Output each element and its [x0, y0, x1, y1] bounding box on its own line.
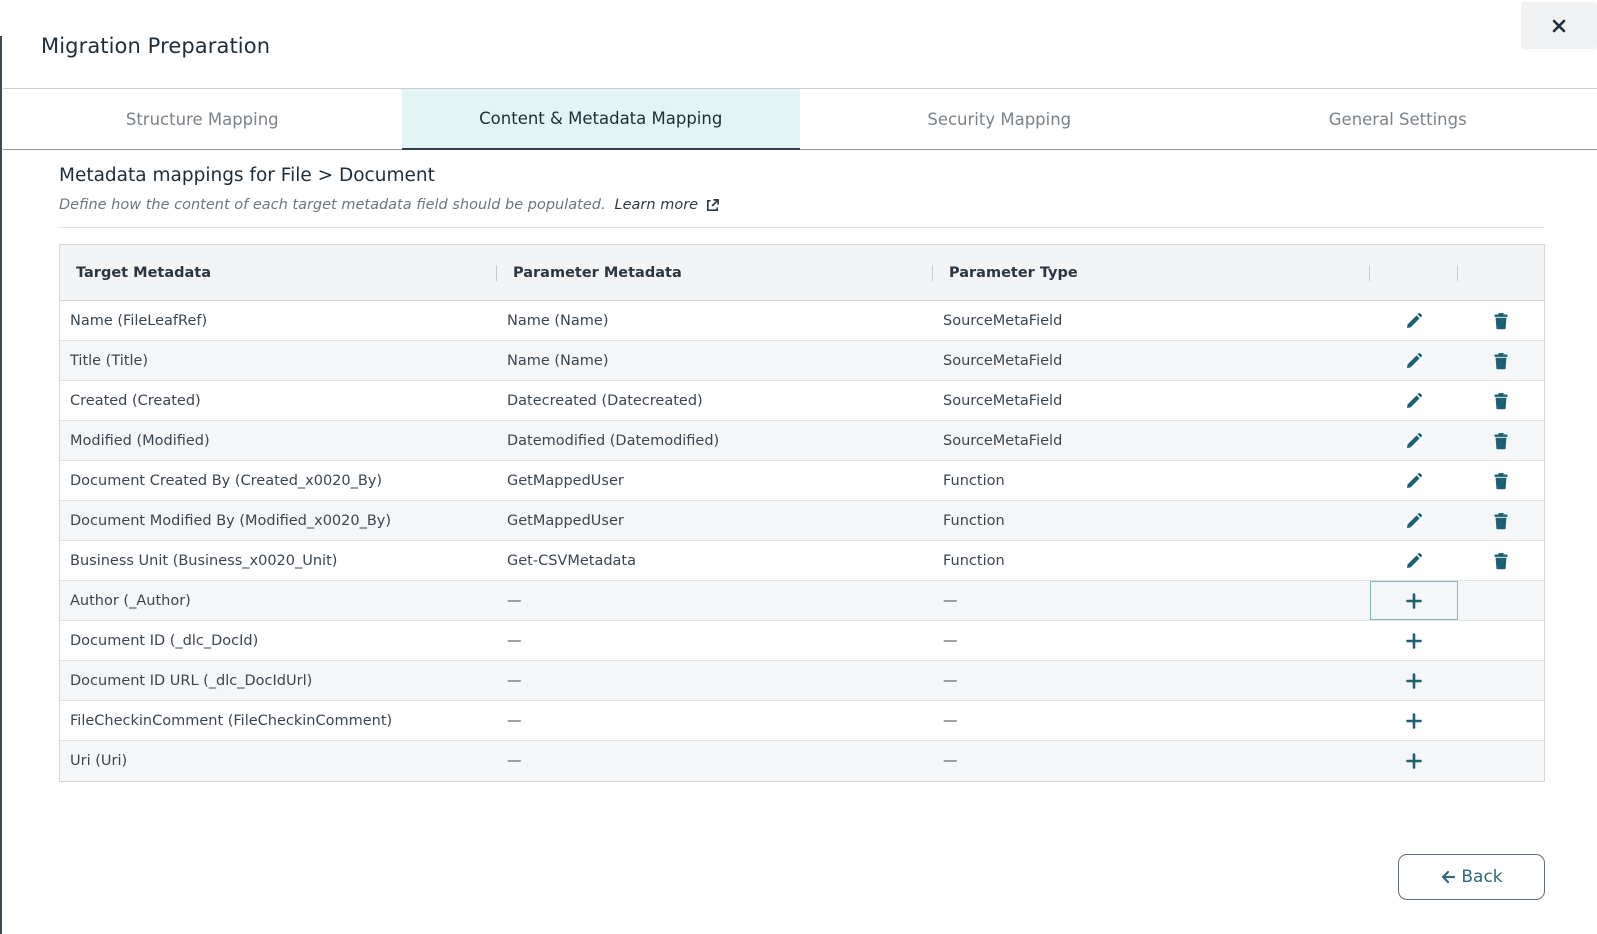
delete-trash-icon[interactable] [1490, 470, 1512, 492]
learn-more-label: Learn more [614, 197, 699, 213]
add-plus-icon[interactable] [1403, 590, 1425, 612]
edit-pencil-icon[interactable] [1403, 430, 1425, 452]
external-link-icon [705, 198, 720, 213]
tab-structure-mapping[interactable]: Structure Mapping [125, 109, 279, 129]
add-plus-icon[interactable] [1403, 710, 1425, 732]
cell-parameter-metadata: GetMappedUser [507, 512, 624, 529]
cell-target-metadata: Title (Title) [70, 352, 149, 369]
cell-action-primary [1370, 501, 1458, 540]
cell-action-primary [1370, 621, 1458, 660]
cell-action-primary [1370, 461, 1458, 500]
table-row [60, 461, 1544, 501]
edit-pencil-icon[interactable] [1403, 550, 1425, 572]
cell-target-metadata: Document ID (_dlc_DocId) [70, 632, 259, 649]
cell-parameter-metadata: Datecreated (Datecreated) [507, 392, 703, 409]
tab-bar [3, 88, 1597, 150]
delete-trash-icon[interactable] [1490, 430, 1512, 452]
edit-pencil-icon[interactable] [1403, 470, 1425, 492]
cell-target-metadata: Uri (Uri) [70, 753, 128, 769]
metadata-mapping-table [59, 244, 1545, 782]
table-row [60, 301, 1544, 341]
cell-target-metadata: Business Unit (Business_x0020_Unit) [70, 552, 338, 569]
cell-target-metadata: Name (FileLeafRef) [70, 312, 208, 329]
cell-action-delete [1458, 421, 1544, 460]
column-header-target-metadata[interactable]: Target Metadata [60, 245, 497, 300]
cell-parameter-type: SourceMetaField [943, 392, 1063, 409]
dialog-title: Migration Preparation [41, 34, 271, 58]
cell-action-delete [1458, 541, 1544, 580]
column-header-parameter-type[interactable]: Parameter Type [933, 245, 1370, 300]
table-row [60, 501, 1544, 541]
table-row [60, 421, 1544, 461]
cell-parameter-type: SourceMetaField [943, 352, 1063, 369]
cell-target-metadata: Created (Created) [70, 392, 201, 409]
table-row [60, 661, 1544, 701]
cell-target-metadata: FileCheckinComment (FileCheckinComment) [70, 712, 393, 729]
cell-action-primary [1370, 541, 1458, 580]
cell-action-primary [1370, 301, 1458, 340]
cell-parameter-type: Function [943, 472, 1005, 489]
cell-action-delete [1458, 701, 1544, 740]
cell-parameter-metadata: Get-CSVMetadata [507, 552, 636, 569]
cell-parameter-metadata: GetMappedUser [507, 472, 624, 489]
cell-parameter-type: Function [943, 512, 1005, 529]
close-button[interactable] [1521, 2, 1597, 49]
edit-pencil-icon[interactable] [1403, 510, 1425, 532]
section-description [59, 197, 720, 213]
cell-parameter-type: — [943, 592, 958, 609]
delete-trash-icon[interactable] [1490, 510, 1512, 532]
cell-action-delete [1458, 381, 1544, 420]
table-row [60, 701, 1544, 741]
table-body [60, 301, 1544, 781]
dialog-left-edge [0, 36, 2, 934]
cell-action-primary [1370, 381, 1458, 420]
cell-parameter-metadata: Datemodified (Datemodified) [507, 432, 720, 449]
cell-parameter-metadata: — [507, 672, 522, 689]
cell-action-primary [1370, 661, 1458, 700]
cell-action-primary [1370, 701, 1458, 740]
table-row [60, 621, 1544, 661]
cell-action-primary [1370, 421, 1458, 460]
cell-parameter-metadata: — [507, 632, 522, 649]
delete-trash-icon[interactable] [1490, 390, 1512, 412]
edit-pencil-icon[interactable] [1403, 350, 1425, 372]
cell-target-metadata: Modified (Modified) [70, 432, 210, 449]
cell-action-delete [1458, 461, 1544, 500]
cell-action-delete [1458, 741, 1544, 781]
cell-parameter-type: — [943, 632, 958, 649]
table-row [60, 381, 1544, 421]
cell-parameter-type: — [943, 753, 958, 769]
column-header-delete [1458, 245, 1544, 300]
cell-action-primary [1370, 581, 1458, 620]
section-divider [59, 227, 1544, 228]
back-button-label: Back [1461, 867, 1503, 887]
delete-trash-icon[interactable] [1490, 310, 1512, 332]
table-row [60, 341, 1544, 381]
cell-parameter-type: — [943, 712, 958, 729]
cell-action-delete [1458, 501, 1544, 540]
cell-parameter-metadata: Name (Name) [507, 352, 609, 369]
table-row [60, 741, 1544, 781]
cell-parameter-type: SourceMetaField [943, 432, 1063, 449]
tab-content-metadata-mapping[interactable]: Content & Metadata Mapping [402, 89, 801, 150]
cell-action-delete [1458, 581, 1544, 620]
cell-action-delete [1458, 621, 1544, 660]
cell-target-metadata: Document Modified By (Modified_x0020_By) [70, 512, 392, 529]
tab-security-mapping[interactable]: Security Mapping [927, 109, 1072, 129]
cell-parameter-type: — [943, 672, 958, 689]
table-header [60, 245, 1544, 301]
add-plus-icon[interactable] [1403, 750, 1425, 772]
edit-pencil-icon[interactable] [1403, 310, 1425, 332]
cell-target-metadata: Author (_Author) [70, 592, 191, 609]
cell-action-delete [1458, 341, 1544, 380]
cell-parameter-metadata: — [507, 592, 522, 609]
add-plus-icon[interactable] [1403, 670, 1425, 692]
arrow-left-icon [1440, 869, 1456, 885]
table-row [60, 541, 1544, 581]
delete-trash-icon[interactable] [1490, 550, 1512, 572]
edit-pencil-icon[interactable] [1403, 390, 1425, 412]
cell-parameter-metadata: — [507, 753, 522, 769]
column-header-parameter-metadata[interactable]: Parameter Metadata [497, 245, 933, 300]
section-title: Metadata mappings for File > Document [59, 165, 435, 186]
section-description-text: Define how the content of each target metadata field should be populated. [59, 197, 606, 213]
cell-target-metadata: Document Created By (Created_x0020_By) [70, 472, 383, 489]
cell-action-primary [1370, 341, 1458, 380]
cell-parameter-type: Function [943, 552, 1005, 569]
cell-action-primary [1370, 741, 1458, 781]
add-plus-icon[interactable] [1403, 630, 1425, 652]
tab-general-settings[interactable]: General Settings [1328, 109, 1467, 129]
cell-parameter-metadata: Name (Name) [507, 312, 609, 329]
cell-parameter-metadata: — [507, 712, 522, 729]
close-icon [1552, 19, 1566, 33]
learn-more-link[interactable] [615, 197, 721, 213]
cell-parameter-type: SourceMetaField [943, 312, 1063, 329]
back-button[interactable] [1398, 854, 1545, 900]
cell-target-metadata: Document ID URL (_dlc_DocIdUrl) [70, 672, 313, 689]
delete-trash-icon[interactable] [1490, 350, 1512, 372]
cell-action-delete [1458, 661, 1544, 700]
column-header-edit [1370, 245, 1458, 300]
table-row [60, 581, 1544, 621]
cell-action-delete [1458, 301, 1544, 340]
